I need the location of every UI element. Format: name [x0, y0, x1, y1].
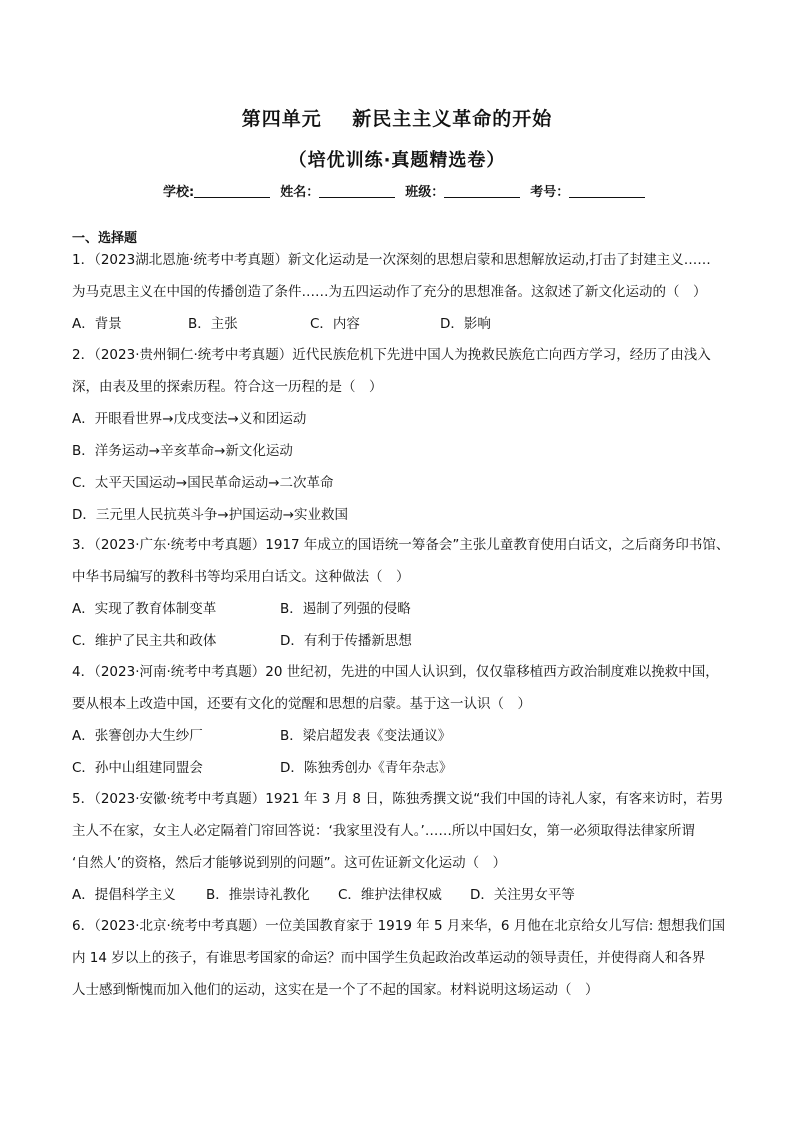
- options-row: [72, 752, 732, 784]
- school-blank: [194, 185, 270, 198]
- option-b: B．推崇诗礼教化: [206, 887, 310, 903]
- question-line: 6．（2023·北京·统考中考真题）一位美国教育家于 1919 年 5 月来华，6 月他在北京给女儿写信: 想想我们国: [72, 918, 726, 934]
- question-line: 3．（2023·广东·统考中考真题）1917 年成立的国语统一筹备会”主张儿童教育使用白话文，之后商务印书馆、: [72, 537, 730, 553]
- option-b: B．遏制了列强的侵略: [280, 601, 411, 617]
- question-line: 2．（2023·贵州铜仁·统考中考真题）近代民族危机下先进中国人为挽救民族危亡向西方学习，经历了由浅入: [72, 347, 711, 363]
- option-a: A．提倡科学主义: [72, 887, 176, 903]
- option-c: C．内容: [310, 316, 360, 332]
- class-blank: [444, 185, 520, 198]
- options-row: [72, 720, 732, 752]
- page-title: 第四单元 新民主主义革命的开始: [241, 108, 553, 130]
- option-b: B．洋务运动→辛亥革命→新文化运动: [72, 443, 293, 459]
- option-d: D．关注男女平等: [470, 887, 575, 903]
- student-info-line: [163, 181, 655, 200]
- question-line: 内 14 岁以上的孩子，有谁思考国家的命运？而中国学生负起政治改革运动的领导责任，并使得商人和各界: [72, 950, 706, 966]
- exam-number-label: 考号：: [530, 185, 570, 200]
- option-a: A．实现了教育体制变革: [72, 601, 217, 617]
- class-label: 班级：: [405, 185, 445, 200]
- option-d: D．影响: [440, 316, 491, 332]
- option-d: D．有利于传播新思想: [280, 633, 412, 649]
- question-line: 中华书局编写的教科书等均采用白话文。这种做法（ ）: [72, 569, 410, 585]
- options-row: [72, 499, 732, 531]
- options-row: [72, 467, 732, 499]
- question-5: [72, 783, 732, 911]
- school-label: 学校:: [163, 185, 195, 200]
- options-row: [72, 625, 732, 657]
- section-heading: 一、选择题: [72, 231, 138, 246]
- option-a: A．开眼看世界→戊戌变法→义和团运动: [72, 411, 307, 427]
- question-line: 为马克思主义在中国的传播创造了条件……为五四运动作了充分的思想准备。这叙述了新文化运动的（ ）: [72, 284, 707, 300]
- question-line: 人士感到惭愧而加入他们的运动，这实在是一个了不起的国家。材料说明这场运动（ ）: [72, 982, 599, 998]
- option-c: C．太平天国运动→国民革命运动→二次革命: [72, 475, 334, 491]
- options-row: [72, 308, 732, 340]
- option-b: B．梁启超发表《变法通议》: [280, 728, 452, 744]
- options-row: [72, 403, 732, 435]
- option-c: C．孙中山组建同盟会: [72, 760, 203, 776]
- options-row: [72, 593, 732, 625]
- question-2: [72, 339, 732, 531]
- option-c: C．维护了民主共和政体: [72, 633, 217, 649]
- options-row: [72, 879, 732, 911]
- option-b: B．主张: [188, 316, 238, 332]
- option-a: A．张謇创办大生纱厂: [72, 728, 203, 744]
- page-subtitle: （培优训练·真题精选卷）: [288, 150, 506, 171]
- question-4: [72, 656, 732, 784]
- question-line: 深，由表及里的探索历程。符合这一历程的是（ ）: [72, 379, 383, 395]
- option-d: D．三元里人民抗英斗争→护国运动→实业救国: [72, 507, 349, 523]
- exam-number-blank: [569, 185, 645, 198]
- name-label: 姓名：: [280, 185, 320, 200]
- question-line: 1．（2023湖北恩施·统考中考真题）新文化运动是一次深刻的思想启蒙和思想解放运动,打击了封建主义……: [72, 252, 711, 268]
- question-1: [72, 244, 732, 340]
- question-line: 4．（2023·河南·统考中考真题）20 世纪初，先进的中国人认识到，仅仅靠移植西方政治制度难以挽救中国，: [72, 664, 719, 680]
- question-6: [72, 910, 732, 1006]
- option-d: D．陈独秀创办《青年杂志》: [280, 760, 453, 776]
- options-row: [72, 435, 732, 467]
- question-line: 5．（2023·安徽·统考中考真题）1921 年 3 月 8 日，陈独秀撰文说“我们中国的诗礼人家，有客来访时，若男: [72, 791, 724, 807]
- option-c: C．维护法律权威: [338, 887, 442, 903]
- question-3: [72, 529, 732, 657]
- question-line: 主人不在家，女主人必定隔着门帘回答说：‘我家里没有人。’……所以中国妇女，第一必须取得法律家所谓: [72, 823, 695, 839]
- option-a: A．背景: [72, 316, 122, 332]
- question-line: 要从根本上改造中国，还要有文化的觉醒和思想的启蒙。基于这一认识（ ）: [72, 696, 531, 712]
- name-blank: [319, 185, 395, 198]
- question-line: ‘自然人’的资格，然后才能够说到别的问题”。这可佐证新文化运动（ ）: [72, 855, 507, 871]
